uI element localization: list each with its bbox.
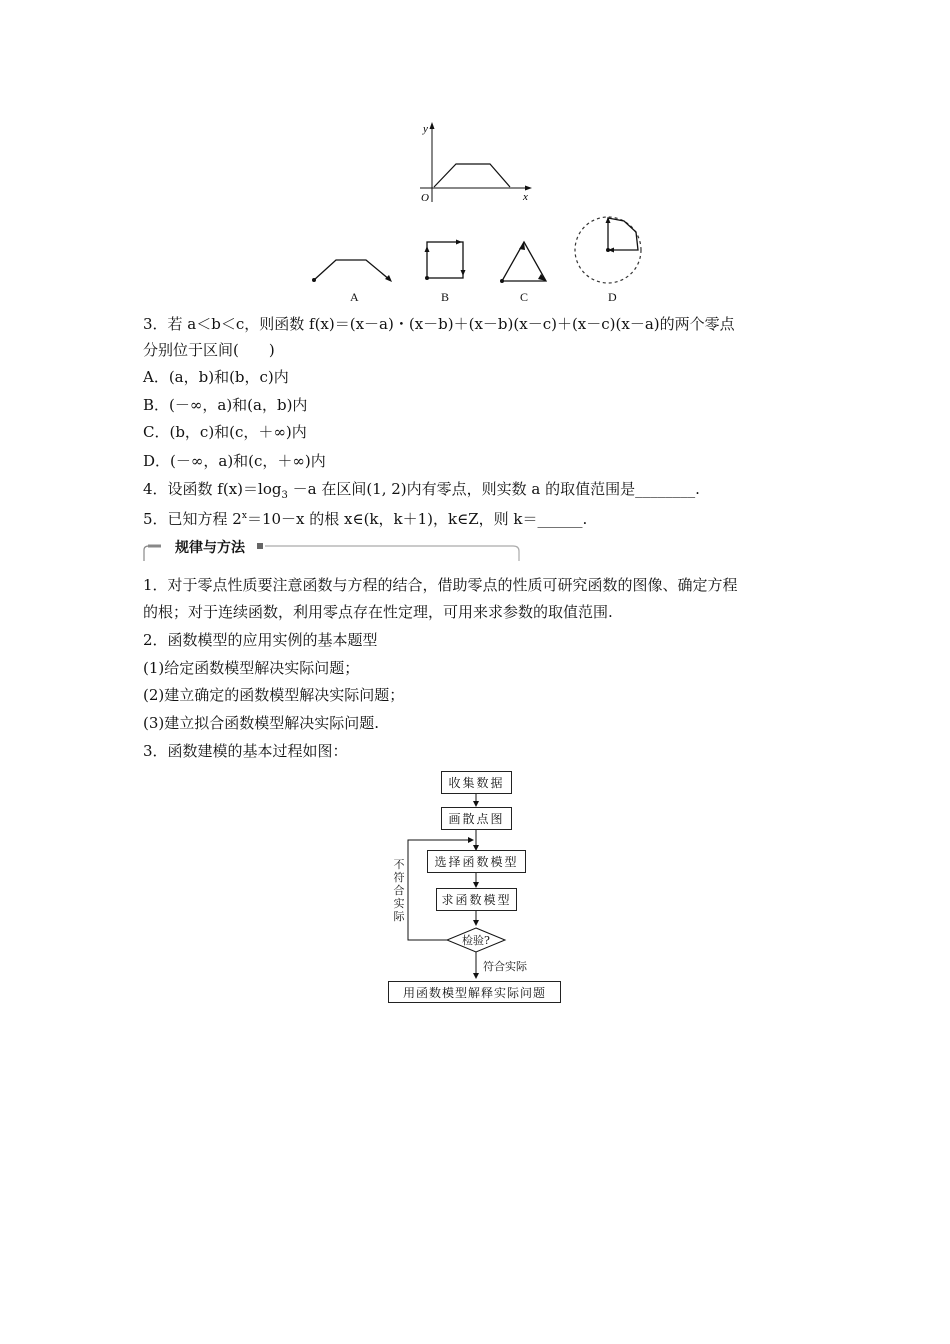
option-figure-b (420, 236, 470, 286)
loop-char-1: 不 (393, 858, 405, 871)
option-figure-c (494, 236, 554, 288)
flow-step-choose-model: 选择函数模型 (427, 850, 526, 873)
q3-line2: 分别位于区间( ) (143, 341, 275, 359)
q3-option-a: A．(a，b)和(b，c)内 (143, 368, 289, 386)
loop-char-4: 实 (393, 897, 405, 910)
q4-text-after: －a 在区间(1, 2)内有零点，则实数 a 的取值范围是________. (287, 480, 700, 498)
y-axis-label: y (423, 123, 428, 135)
q4-log-base: 3 (281, 490, 288, 501)
q5-line (143, 506, 587, 529)
q4-text-before: 4．设函数 f(x)＝log (143, 480, 282, 498)
method-item-2: (2)建立确定的函数模型解决实际问题； (143, 686, 405, 704)
method-p2: 2．函数模型的应用实例的基本题型 (143, 631, 378, 649)
flow-step-solve-model: 求函数模型 (436, 888, 517, 911)
q5-text-after: ＝10－x 的根 x∈(k，k＋1)，k∈Z，则 k＝______. (246, 510, 588, 528)
origin-label: O (421, 192, 429, 204)
flow-decision-check: 检验? (462, 934, 490, 947)
flow-loop-label (392, 858, 406, 923)
method-p1-line1: 1．对于零点性质要注意函数与方程的结合，借助零点的性质可研究函数的图像、确定方程 (143, 576, 738, 594)
q3-option-b: B．(－∞，a)和(a，b)内 (143, 396, 308, 414)
method-item-3: (3)建立拟合函数模型解决实际问题. (143, 714, 380, 732)
section-heading (143, 540, 520, 562)
flow-yes-label: 符合实际 (483, 960, 527, 973)
option-figure-a (308, 250, 398, 290)
x-axis-label: x (523, 191, 528, 203)
q5-exponent: x (241, 511, 247, 521)
flow-step-scatter-plot: 画散点图 (441, 807, 512, 830)
flow-final-explain: 用函数模型解释实际问题 (388, 981, 561, 1003)
flow-step-collect-data: 收集数据 (441, 771, 512, 794)
option-label-a: A (350, 290, 359, 304)
loop-char-2: 符 (393, 871, 405, 884)
q3-option-c: C．(b，c)和(c，＋∞)内 (143, 423, 307, 441)
option-figure-d (570, 212, 650, 292)
loop-char-3: 合 (393, 884, 405, 897)
q5-text-before: 5．已知方程 2 (143, 510, 242, 528)
option-label-d: D (608, 290, 617, 304)
method-item-1: (1)给定函数模型解决实际问题； (143, 659, 360, 677)
q3-option-d: D．(－∞，a)和(c，＋∞)内 (143, 452, 326, 470)
q4-line (143, 479, 700, 506)
option-label-c: C (520, 290, 529, 304)
method-p1-line2: 的根；对于连续函数，利用零点存在性定理，可用来求参数的取值范围. (143, 603, 613, 621)
trapezoid-graph (410, 120, 540, 205)
section-title: 规律与方法 (173, 537, 247, 557)
loop-char-5: 际 (393, 910, 405, 923)
q3-line1: 3．若 a＜b＜c，则函数 f(x)＝(x－a)・(x－b)＋(x－b)(x－c)＋(x－c)(x－a)的两个零点 (143, 315, 735, 333)
method-p3: 3．函数建模的基本过程如图： (143, 742, 348, 760)
option-label-b: B (441, 290, 450, 304)
